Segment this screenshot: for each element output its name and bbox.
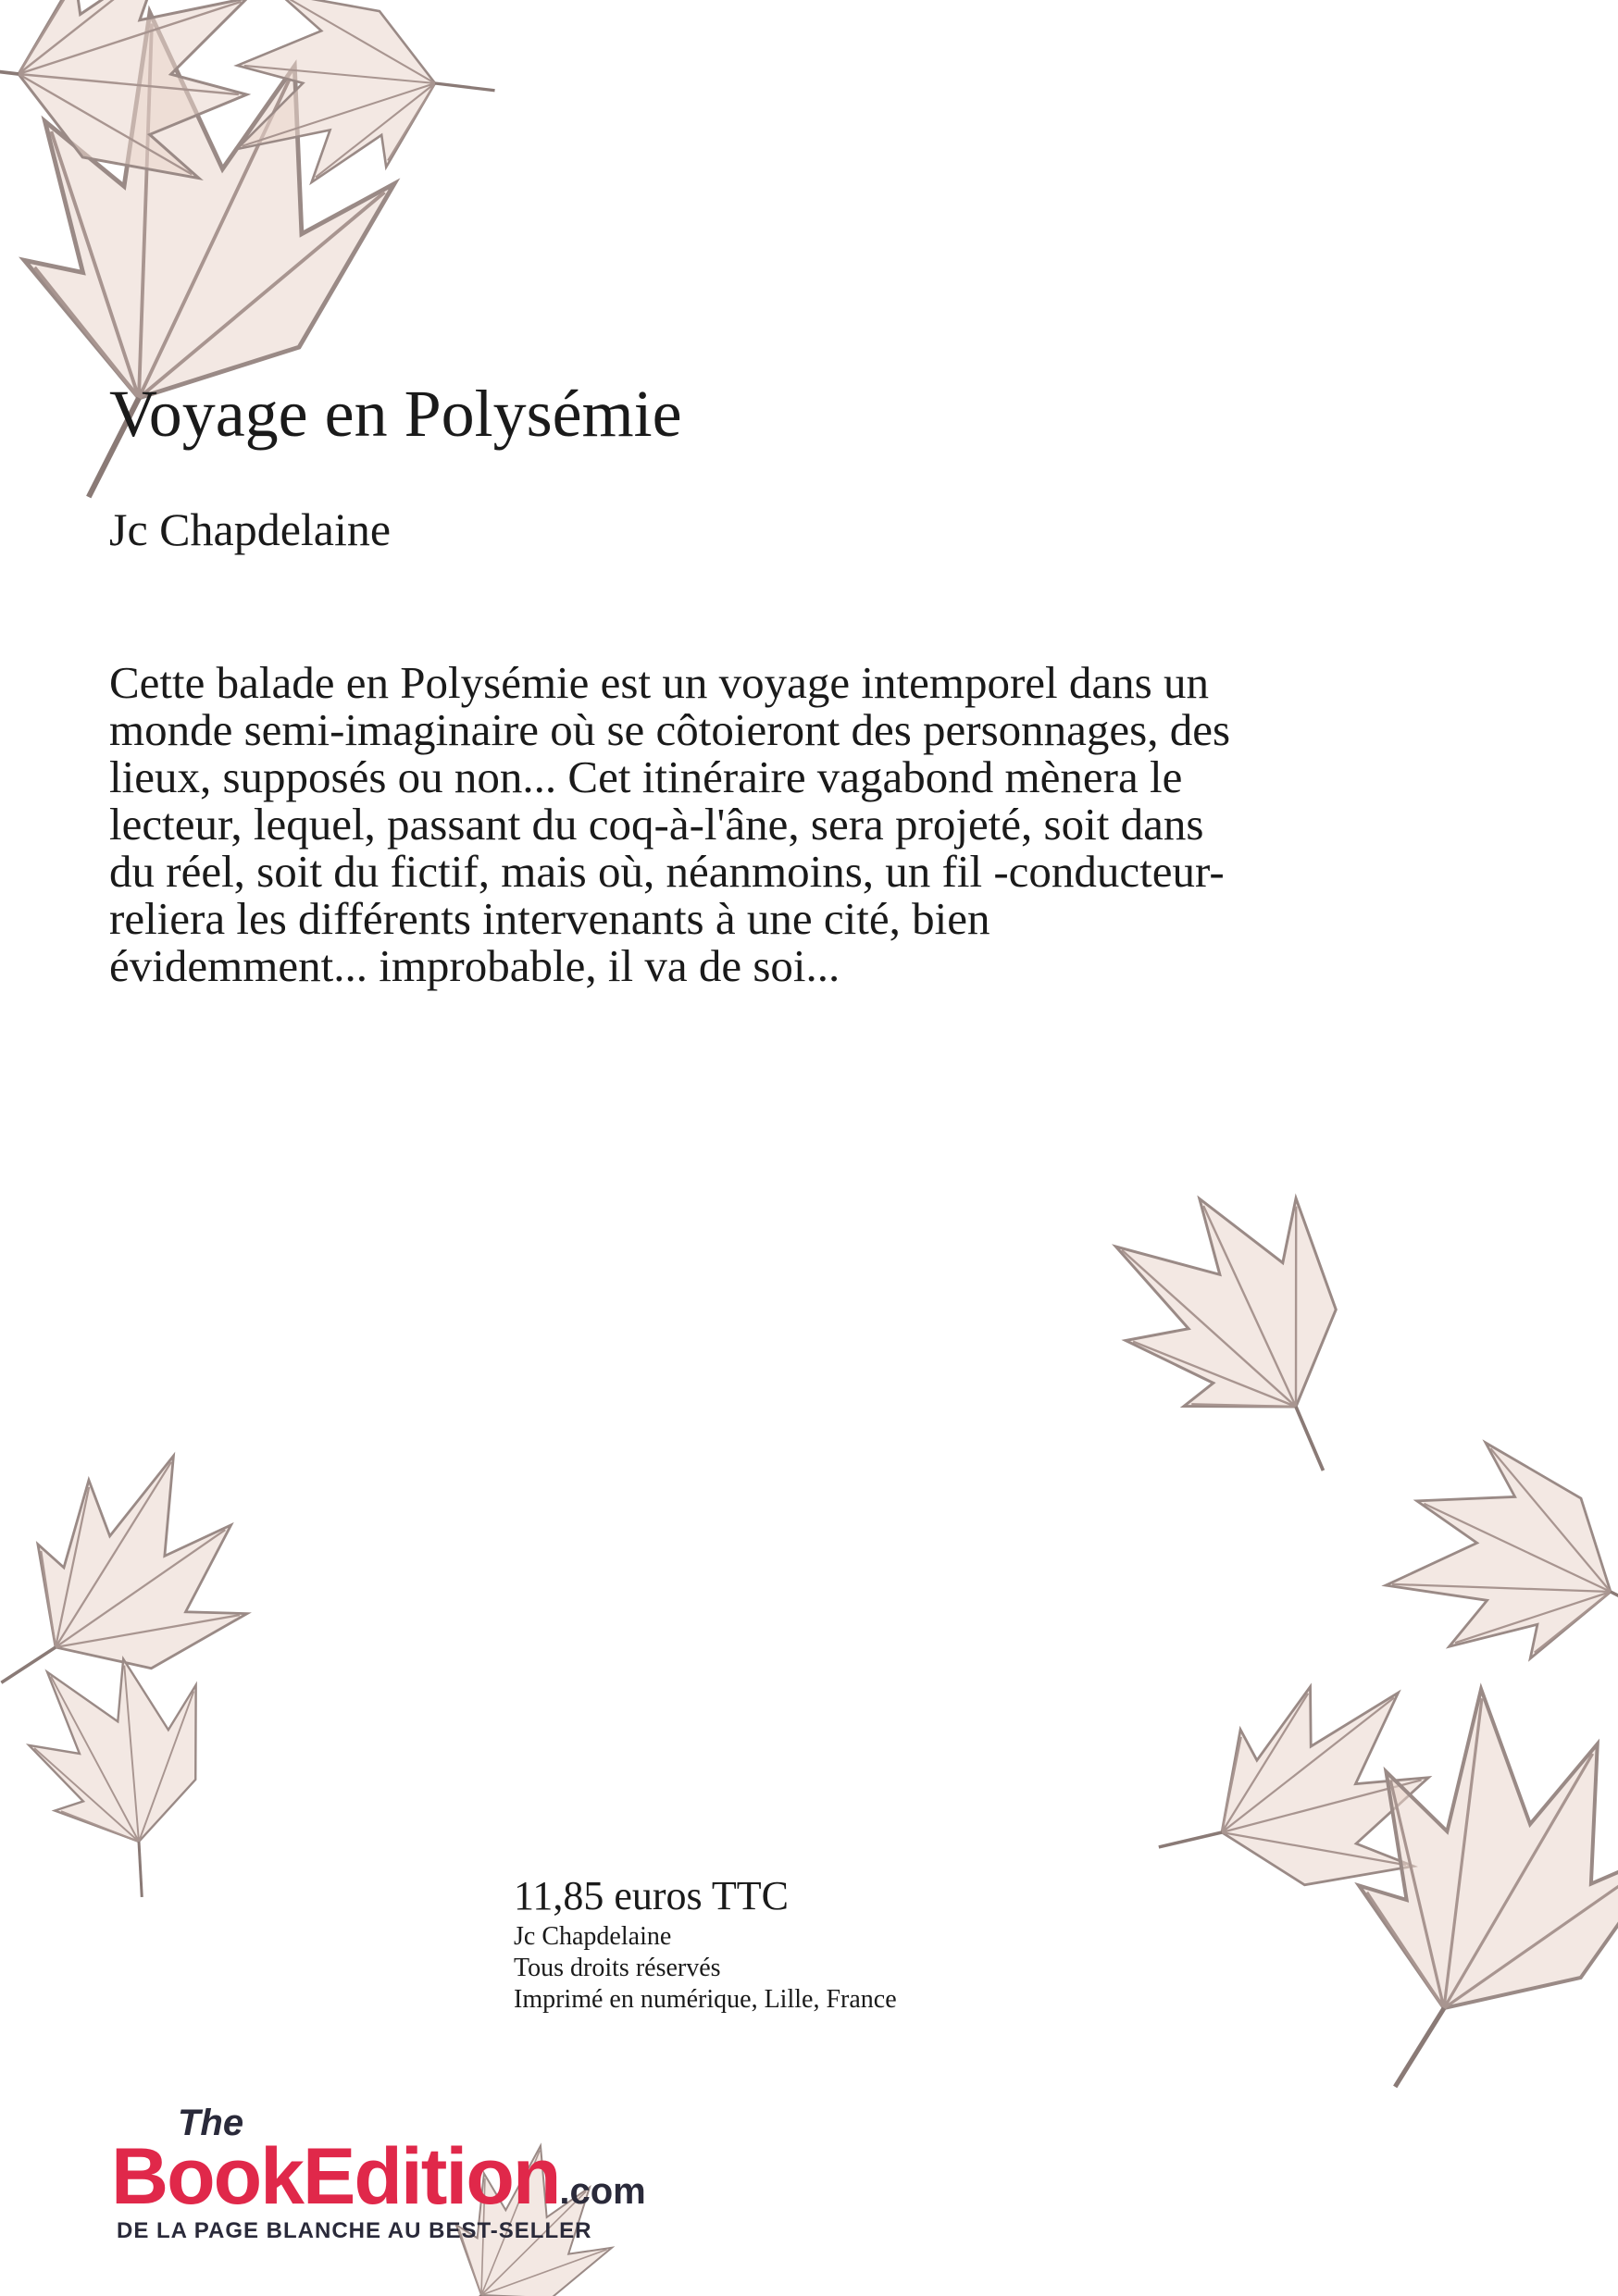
logo-suffix: .com <box>559 2171 646 2212</box>
book-author: Jc Chapdelaine <box>109 503 392 555</box>
logo-tagline: DE LA PAGE BLANCHE AU BEST-SELLER <box>117 2218 592 2243</box>
price: 11,85 euros TTC <box>514 1873 789 1918</box>
imprint-author: Jc Chapdelaine <box>514 1922 672 1951</box>
imprint-block <box>514 1871 1162 2016</box>
leaf-bottom-right <box>1343 1674 1618 2089</box>
imprint-printed: Imprimé en numérique, Lille, France <box>514 1985 897 2014</box>
publisher-logo <box>111 2103 703 2251</box>
leaf-mid-right <box>1064 1133 1434 1483</box>
leaf-right-edge <box>1364 1417 1618 1681</box>
imprint-rights: Tous droits réservés <box>514 1954 721 1982</box>
book-title: Voyage en Polysémie <box>109 377 682 451</box>
book-blurb: Cette balade en Polysémie est un voyage intemporel dans un monde semi-imaginaire où se côtoieront des personnages, des lieux, supposés ou non... Cet itinéraire vagabond mènera le lecteur, lequel, passant du coq-à-l'âne, sera projeté, soit dans du réel, soit du fictif, mais où, néanmoins, un fil -conducteur- reliera les différents intervenants à une cité, bien évidemment... improbable, il va de soi... <box>109 657 1231 991</box>
logo-the: The <box>178 2103 244 2143</box>
logo-brand-name: BookEdition <box>111 2132 560 2221</box>
